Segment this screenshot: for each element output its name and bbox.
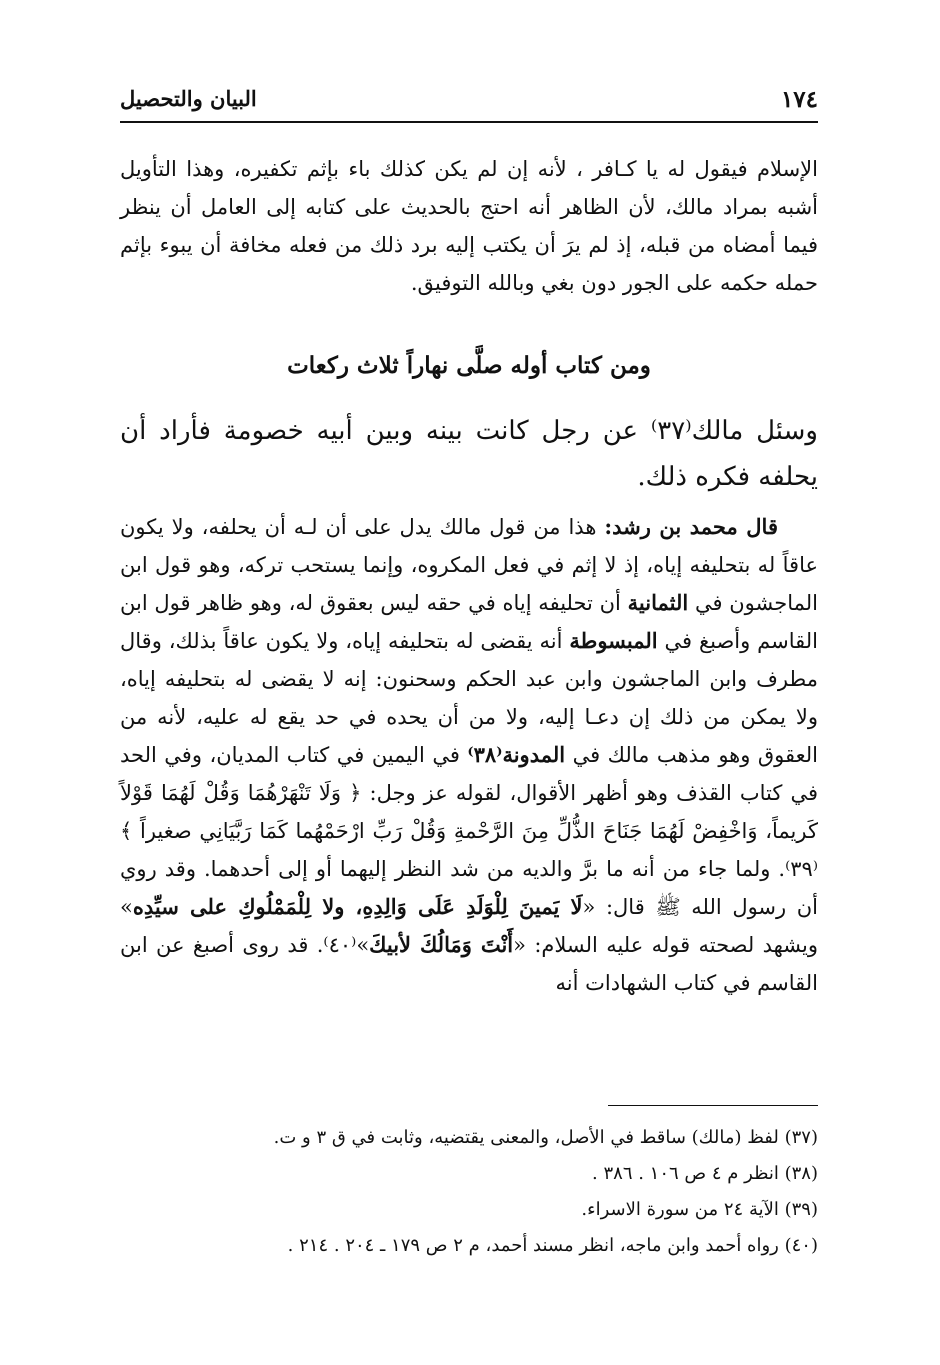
footnote-text: (٣٩) الآية ٢٤ من سورة الاسراء. — [581, 1199, 818, 1220]
footnote-rule — [608, 1105, 818, 1106]
answer-paragraph — [120, 508, 818, 1002]
answer-segment: » ويشهد لصحته قوله عليه السلام: « — [120, 895, 818, 957]
book-title-thamaniya: الثمانية — [627, 590, 689, 615]
book-title-mudawwana: المدونة⁽٣٨⁾ — [467, 742, 566, 767]
footnote — [120, 1120, 818, 1156]
running-title: البيان والتحصيل — [120, 86, 257, 111]
answer-segment: أن تحليفه إياه في حقه ليس بعقوق له، وهو ظاهر قول ابن القاسم وأصبغ في — [120, 591, 819, 653]
footnote-text: (٣٧) لفظ (مالك) ساقط في الأصل، والمعنى يقتضيه، وثابت في ق ٣ و ت. — [273, 1127, 818, 1148]
answer-segment: »⁽٤٠⁾. قد روى أصبغ عن ابن القاسم في كتاب الشهادات أنه — [120, 933, 818, 995]
footnote — [120, 1156, 818, 1192]
footnote-text: (٤٠) رواه أحمد وابن ماجه، انظر مسند أحمد، م ٢ ص ١٧٩ ـ ٢٠٤ . ٢١٤ . — [287, 1235, 818, 1256]
book-title-mabsuta: المبسوطة — [569, 628, 658, 653]
hadith-quote: لَا يَمينَ لِلْوَلَدِ عَلَى وَالِدِهِ، ولا لِلْمَمْلُوكِ على سيِّدِه — [132, 894, 583, 919]
footnote-text: (٣٨) انظر م ٤ ص ١٠٦ . ٣٨٦ . — [592, 1163, 818, 1184]
footnote — [120, 1228, 818, 1264]
answer-segment: هذا من قول مالك يدل على أن لـه أن يحلفه، ولا يكون عاقاً له بتحليفه إياه، إذ لا إثم في فعل المكروه، وإنما يستحب تركه، وهو قول ابن الماجشون في — [120, 515, 819, 615]
page-number: ١٧٤ — [780, 86, 818, 113]
footnote — [120, 1192, 818, 1228]
question-text: وسئل مالك⁽٣٧⁾ عن رجل كانت بينه وبين أبيه خصومة فأراد أن يحلفه فكره ذلك. — [120, 416, 818, 492]
page-header — [120, 86, 818, 120]
header-rule — [120, 121, 818, 123]
answer-segment: أنه يقضى له بتحليفه إياه، ولا يكون عاقاً بذلك، وقال مطرف وابن الماجشون وابن عبد الحكم وسحنون: إنه لا يقضى له بتحليفه إياه، ولا يمكن من ذلك إن دعـا إليه، ولا من أن يحده في حد يقع له عليه، لأنه من العقوق وهو مذهب مالك في — [120, 629, 818, 767]
hadith-quote: أَنْتَ وَمَالُكَ لأبيكَ — [369, 932, 514, 957]
speaker-name: قال محمد بن رشد: — [604, 514, 778, 539]
footnotes — [120, 1120, 818, 1264]
section-heading: ومن كتاب أوله صلَّى نهاراً ثلاث ركعات — [287, 352, 651, 379]
paragraph-continuation: الإسلام فيقول له يا كـافر ، لأنه إن لم يكن كذلك باء بإثم تكفيره، وهذا التأويل أشبه بمراد مالك، لأن الظاهر أنه احتج بالحديث على كتابه إلى العامل أن ينظر فيما أمضاه من قبله، إذ لم يرَ أن يكتب إليه برد ذلك من فعله مخافة أن يبوء بإثم حمله حكمه على الجور دون بغي وبالله التوفيق. — [120, 157, 818, 295]
answer-segment: في اليمين في كتاب المديان، وفي الحد في كتاب القذف وهو أظهر الأقوال، لقوله عز وجل: ﴿ وَلَا تَنْهَرْهُمَا وَقُلْ لَهُمَا قَوْلاً كَريماً، وَاخْفِضْ لَهُمَا جَنَاحَ الذُّلِّ مِنَ الرَّحْمةِ وَقُلْ رَبِّ ارْحَمْهُما كَمَا رَبَّيَانِي صغيراً ﴾⁽٣٩⁾. ولما جاء من أنه ما برَّ والديه من شد النظر إليهما أو إلى أحدهما. وقد روي أن رسول الله ﷺ قال: « — [120, 743, 819, 919]
